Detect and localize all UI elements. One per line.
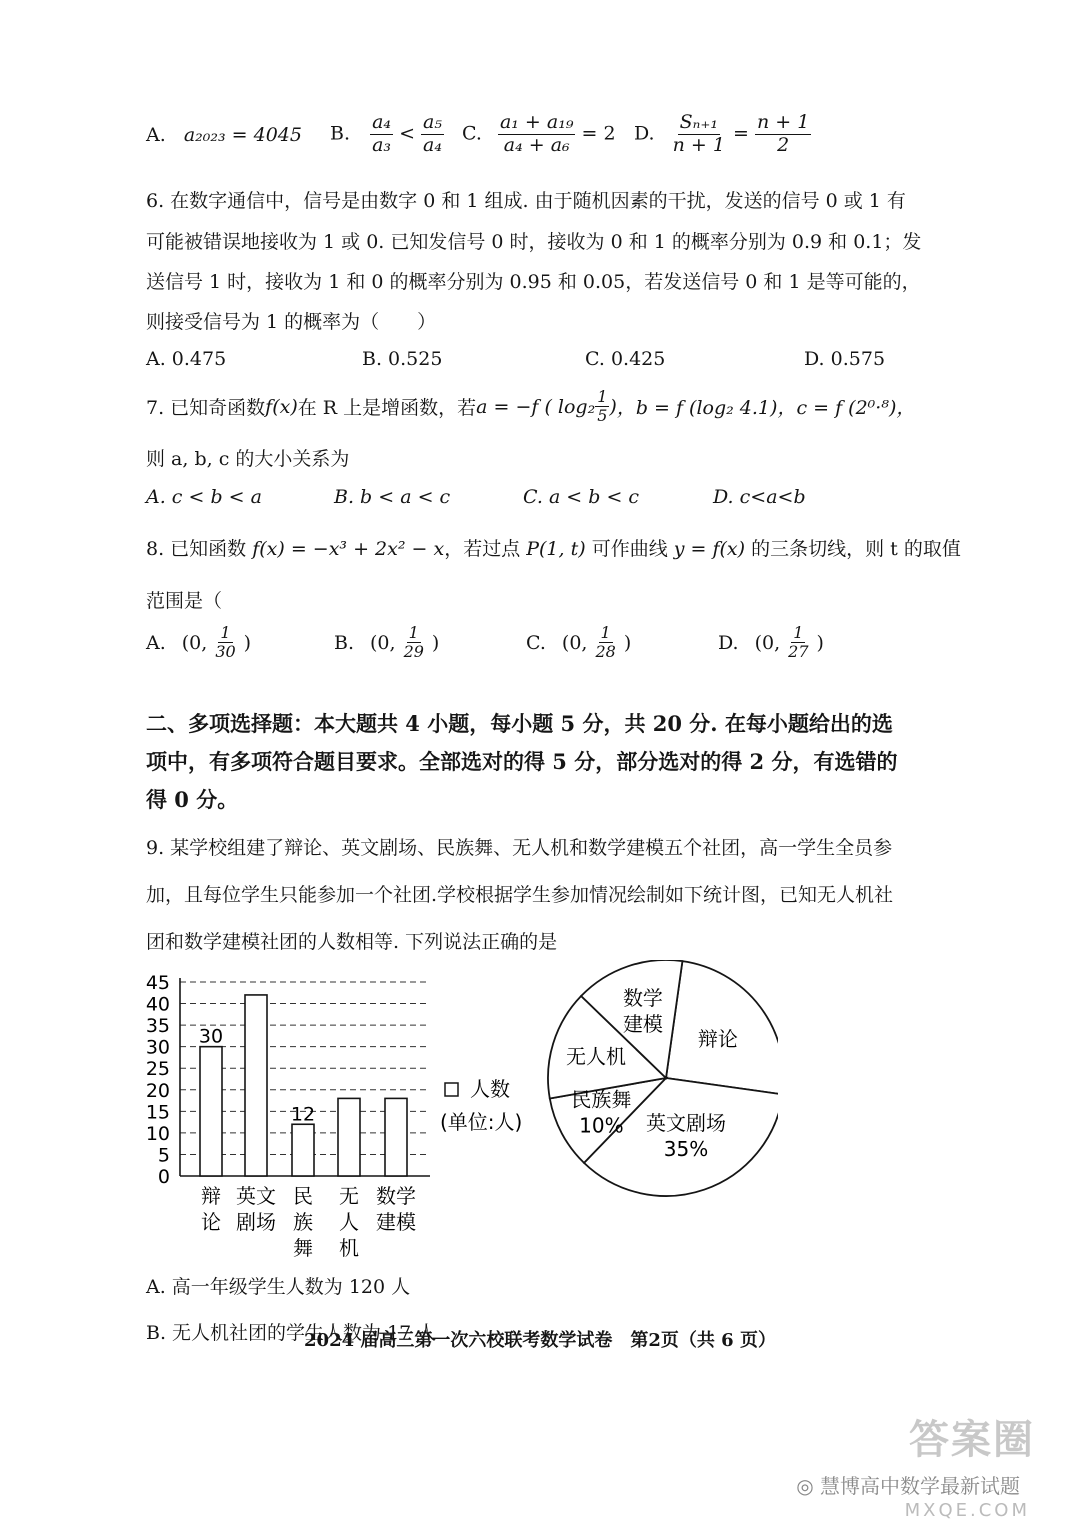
y-tick-label: 20 (145, 1079, 170, 1102)
fraction (498, 112, 576, 157)
bar (245, 995, 267, 1176)
x-tick-label: 论 (201, 1210, 221, 1234)
page-footer: 2024 届高三第一次六校联考数学试卷 第2页（共 6 页） (304, 1330, 776, 1351)
q6-line-1: 6. 在数字通信中，信号是由数字 0 和 1 组成. 由于随机因素的干扰，发送的信号 0 或 1 有 (146, 190, 906, 212)
math-expression: = 2 (581, 122, 616, 145)
q7-option-a: A. c < b < a (146, 486, 262, 508)
option-label: B. (330, 122, 351, 145)
numerator: a₄ (372, 111, 392, 133)
fraction (755, 112, 811, 157)
x-tick-label: 剧场 (236, 1210, 276, 1234)
numerator: 1 (600, 623, 611, 642)
bar (200, 1047, 222, 1176)
text: (0, (561, 631, 588, 654)
legend-swatch-icon (445, 1083, 458, 1096)
text: 7. 已知奇函数 (146, 397, 266, 420)
denominator: 27 (788, 642, 809, 662)
x-tick-label: 辩 (201, 1184, 221, 1208)
math-expression: f(x) (265, 395, 298, 418)
relation: < (399, 122, 415, 145)
numerator: 1 (597, 387, 608, 406)
bar-data-label: 30 (198, 1025, 224, 1048)
fraction (402, 624, 426, 662)
q9-option-b: B. 无人机社团的学生人数为 17 人 (146, 1322, 437, 1344)
pie-label: 英文剧场 (645, 1111, 726, 1136)
y-tick-label: 45 (145, 972, 170, 994)
q8-option-a (146, 624, 251, 662)
watermark-site: MXQE.COM (904, 1500, 1030, 1521)
numerator: 1 (220, 623, 231, 642)
q9-option-a: A. 高一年级学生人数为 120 人 (146, 1276, 411, 1298)
pie-label: 10% (579, 1113, 624, 1138)
fraction (421, 112, 444, 157)
numerator: Sₙ₊₁ (679, 111, 718, 133)
q7-line-2: 则 a, b, c 的大小关系为 (146, 448, 350, 470)
text: (0, (181, 631, 208, 654)
legend-unit: (单位:人) (440, 1110, 523, 1134)
bar (338, 1098, 360, 1176)
watermark-wechat (796, 1470, 1020, 1499)
option-label: D. (718, 631, 739, 654)
q7-line-1 (146, 388, 915, 426)
text: 可作曲线 (585, 538, 674, 560)
denominator: a₃ (372, 133, 392, 156)
x-tick-label: 民 (293, 1184, 313, 1208)
q9-line-1: 9. 某学校组建了辩论、英文剧场、民族舞、无人机和数学建模五个社团，高一学生全员参 (146, 837, 893, 859)
text: ，若过点 (444, 538, 527, 560)
denominator: a₄ (423, 133, 442, 156)
q5-option-c (462, 112, 616, 157)
fraction (671, 112, 727, 157)
text: ) (243, 631, 252, 654)
pie-label: 无人机 (566, 1044, 627, 1069)
q9-line-3: 团和数学建模社团的人数相等. 下列说法正确的是 (146, 931, 558, 953)
bar-chart (140, 965, 560, 1270)
relation: = (733, 122, 749, 145)
text: 8. 已知函数 (146, 538, 253, 560)
text: (0, (370, 631, 396, 654)
q7-option-c: C. a < b < c (523, 486, 640, 508)
wechat-icon: ◎ (796, 1474, 814, 1498)
q8-option-b (334, 624, 439, 662)
pie-label: 数学 (622, 986, 663, 1011)
math-expression: a₂₀₂₃ = 4045 (183, 124, 302, 146)
numerator: 1 (793, 623, 804, 642)
y-tick-label: 10 (145, 1122, 170, 1145)
option-label: A. (146, 631, 166, 654)
denominator: 2 (777, 133, 790, 156)
bar (292, 1124, 314, 1176)
denominator: a₄ + a₆ (503, 133, 570, 156)
watermark-stamp: 答案圈 (909, 1417, 1035, 1463)
y-tick-label: 40 (145, 993, 170, 1016)
fraction (593, 624, 617, 662)
q8-line-1 (146, 534, 961, 561)
pie-chart (538, 960, 778, 1200)
q6-line-3: 送信号 1 时，接收为 1 和 0 的概率分别为 0.95 和 0.05，若发送信号 0 和 1 是等可能的， (146, 271, 921, 293)
text: (0, (754, 631, 781, 654)
x-tick-label: 机 (339, 1236, 359, 1260)
numerator: n + 1 (757, 111, 810, 133)
bar-chart-bars (199, 995, 407, 1176)
math-expression: ，b = f (log₂ 4.1)， (616, 397, 797, 420)
denominator: 28 (595, 642, 616, 662)
bar-data-label: 12 (290, 1103, 316, 1126)
y-tick-label: 15 (145, 1101, 170, 1124)
y-tick-label: 0 (157, 1166, 170, 1188)
q7-option-d: D. c<a<b (713, 486, 806, 508)
q5-option-b (330, 112, 444, 157)
option-label: D. (634, 122, 655, 145)
q6-option-b: B. 0.525 (362, 348, 443, 370)
math-expression: f(x) = −x³ + 2x² − x (252, 538, 445, 560)
x-tick-label: 舞 (293, 1236, 313, 1260)
text: ) (623, 631, 632, 654)
pie-label: 35% (663, 1137, 709, 1162)
q5-option-d (634, 112, 811, 157)
denominator: 29 (403, 642, 424, 662)
text: ) (816, 631, 824, 654)
fraction (213, 624, 237, 662)
pie-label: 民族舞 (571, 1087, 632, 1112)
q8-line-2: 范围是（ (146, 590, 223, 612)
x-tick-label: 英文 (236, 1184, 276, 1208)
y-tick-label: 25 (145, 1058, 170, 1081)
denominator: n + 1 (672, 133, 725, 156)
x-tick-label: 数学 (376, 1184, 416, 1208)
q9-line-2: 加，且每位学生只能参加一个社团.学校根据学生参加情况绘制如下统计图，已知无人机社 (146, 884, 894, 906)
option-label: B. (334, 631, 355, 654)
section-2-line-3: 得 0 分。 (146, 787, 239, 812)
bar-chart-legend (440, 1077, 522, 1134)
denominator: 5 (597, 406, 608, 426)
option-label: C. (526, 631, 546, 654)
y-tick-label: 5 (157, 1144, 170, 1167)
q6-option-a: A. 0.475 (146, 348, 227, 370)
bar-chart-x-labels (201, 1184, 416, 1260)
q6-line-4: 则接受信号为 1 的概率为（ ） (146, 311, 437, 333)
section-2-line-2: 项中，有多项符合题目要求。全部选对的得 5 分，部分选对的得 2 分，有选错的 (146, 749, 898, 774)
q7-option-b: B. b < a < c (334, 486, 451, 508)
y-tick-label: 35 (145, 1015, 170, 1038)
watermark-text: 慧博高中数学最新试题 (820, 1474, 1020, 1498)
q8-option-d (718, 624, 824, 662)
bar (385, 1098, 407, 1176)
text: 在 R 上是增函数，若 (297, 397, 477, 420)
text: 的三条切线，则 t 的取值 (745, 538, 961, 560)
fraction (786, 624, 810, 662)
math-expression: a = −f ( log₂ (476, 395, 596, 418)
option-label: A. (146, 124, 166, 146)
math-expression: P(1, t) (526, 538, 586, 560)
q6-line-2: 可能被错误地接收为 1 或 0. 已知发信号 0 时，接收为 0 和 1 的概率分别为 0.9 和 0.1；发 (146, 231, 922, 253)
q5-option-a (146, 124, 302, 146)
numerator: a₅ (423, 111, 442, 133)
q8-option-c (526, 624, 631, 662)
numerator: 1 (408, 623, 419, 642)
q6-option-c: C. 0.425 (585, 348, 666, 370)
fraction (595, 388, 609, 426)
y-tick-label: 30 (145, 1036, 170, 1059)
x-tick-label: 建模 (376, 1210, 416, 1234)
option-label: C. (462, 122, 482, 145)
x-tick-label: 无 (339, 1184, 359, 1208)
pie-label: 辩论 (697, 1026, 738, 1051)
q6-option-d: D. 0.575 (804, 348, 886, 370)
section-2-line-1: 二、多项选择题：本大题共 4 小题，每小题 5 分，共 20 分. 在每小题给出的选 (146, 711, 893, 736)
bar-chart-y-ticks (146, 972, 170, 1188)
x-tick-label: 人 (339, 1210, 359, 1234)
math-expression: ) (609, 395, 617, 418)
fraction (370, 112, 393, 157)
math-expression: c = f (2⁰·⁸)， (796, 397, 916, 420)
legend-label: 人数 (470, 1077, 510, 1101)
denominator: 30 (215, 642, 236, 662)
x-tick-label: 族 (293, 1210, 313, 1234)
text: ) (431, 631, 440, 654)
numerator: a₁ + a₁₉ (499, 111, 574, 133)
math-expression: y = f(x) (673, 538, 746, 560)
pie-label: 建模 (622, 1012, 663, 1037)
